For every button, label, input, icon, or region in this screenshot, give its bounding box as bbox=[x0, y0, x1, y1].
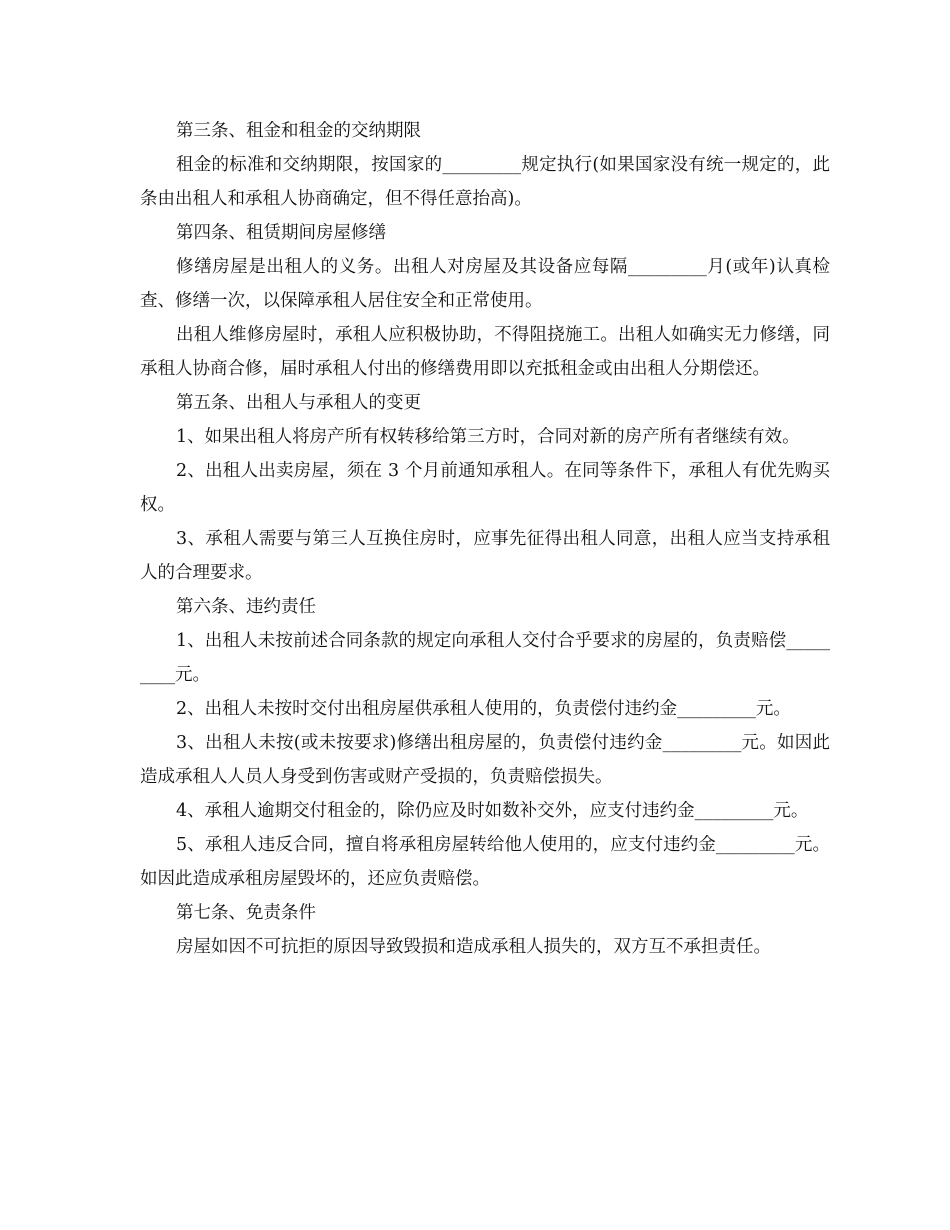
article-4-heading: 第四条、租赁期间房屋修缮 bbox=[176, 223, 386, 243]
article-6-item-5: 5、承租人违反合同，擅自将承租房屋转给他人使用的，应支付违约金_________元。如因此造成承租房屋毁坏的，还应负责赔偿。 bbox=[140, 835, 830, 889]
article-6-heading: 第六条、违约责任 bbox=[176, 597, 316, 617]
article-7-paragraph: 房屋如因不可抗拒的原因导致毁损和造成承租人损失的，双方互不承担责任。 bbox=[176, 937, 771, 957]
article-3-heading: 第三条、租金和租金的交纳期限 bbox=[176, 121, 421, 141]
article-6-item-3: 3、出租人未按(或未按要求)修缮出租房屋的，负责偿付违约金_________元。如因此造成承租人人员人身受到伤害或财产受损的，负责赔偿损失。 bbox=[140, 733, 830, 787]
article-3-paragraph: 租金的标准和交纳期限，按国家的_________规定执行(如果国家没有统一规定的，此条由出租人和承租人协商确定，但不得任意抬高)。 bbox=[140, 155, 830, 209]
article-5-item-1: 1、如果出租人将房产所有权转移给第三方时，合同对新的房产所有者继续有效。 bbox=[176, 427, 800, 447]
article-4-paragraph-2: 出租人维修房屋时，承租人应积极协助，不得阻挠施工。出租人如确实无力修缮，同承租人协商合修，届时承租人付出的修缮费用即以充抵租金或由出租人分期偿还。 bbox=[140, 325, 830, 379]
document-body bbox=[140, 114, 830, 964]
article-5-item-3: 3、承租人需要与第三人互换住房时，应事先征得出租人同意，出租人应当支持承租人的合理要求。 bbox=[140, 529, 830, 583]
article-6-item-2: 2、出租人未按时交付出租房屋供承租人使用的，负责偿付违约金_________元。 bbox=[176, 699, 791, 719]
article-5-heading: 第五条、出租人与承租人的变更 bbox=[176, 393, 421, 413]
article-7-heading: 第七条、免责条件 bbox=[176, 903, 316, 923]
article-6-item-4: 4、承租人逾期交付租金的，除仍应及时如数补交外，应支付违约金_________元。 bbox=[176, 801, 809, 821]
article-6-item-1: 1、出租人未按前述合同条款的规定向承租人交付合乎要求的房屋的，负责赔偿_________元。 bbox=[140, 631, 830, 685]
article-5-item-2: 2、出租人出卖房屋，须在 3 个月前通知承租人。在同等条件下，承租人有优先购买权。 bbox=[140, 461, 830, 515]
article-4-paragraph-1: 修缮房屋是出租人的义务。出租人对房屋及其设备应每隔_________月(或年)认真检查、修缮一次，以保障承租人居住安全和正常使用。 bbox=[140, 257, 830, 311]
